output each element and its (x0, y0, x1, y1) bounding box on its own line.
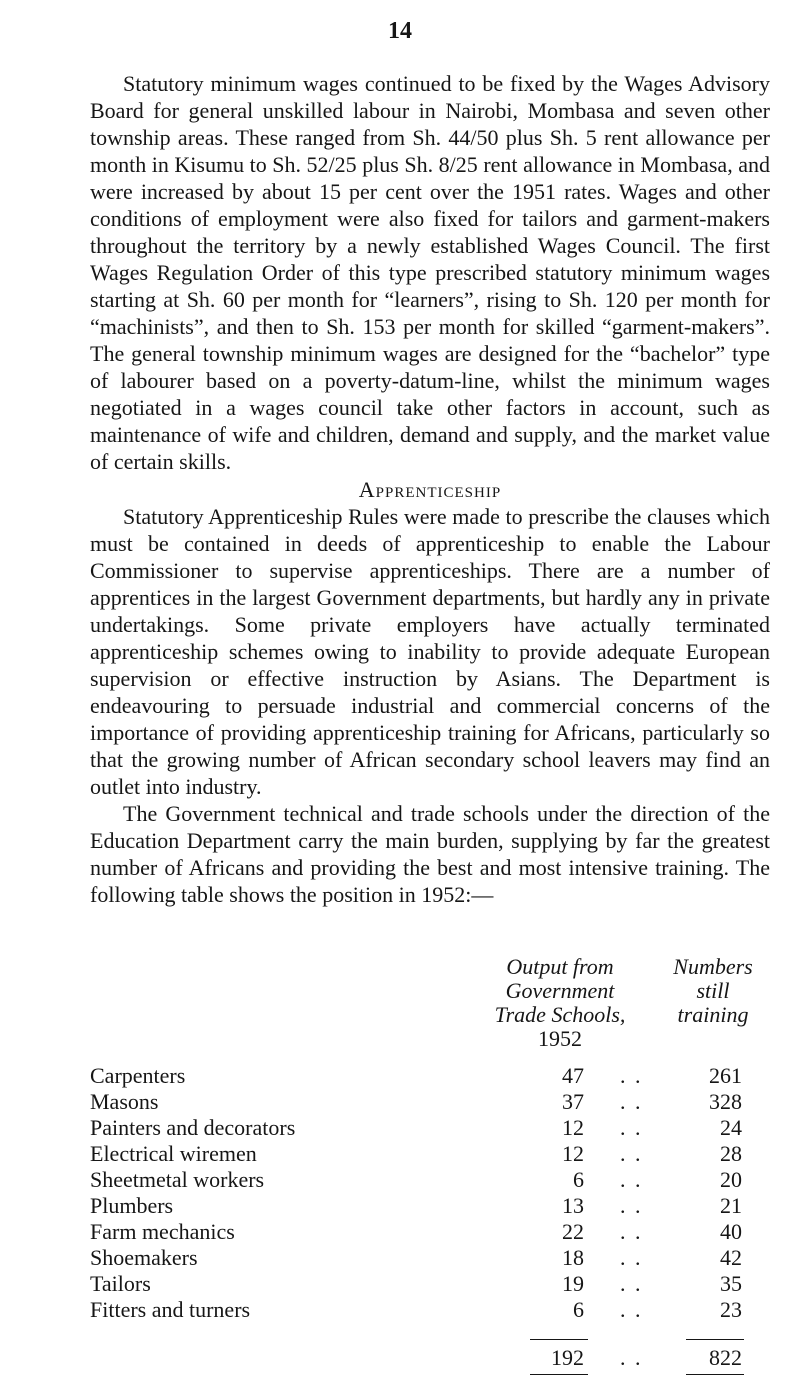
table-row (90, 1141, 770, 1167)
leader-dots: . . (620, 1297, 643, 1322)
training-value: 24 (720, 1115, 742, 1140)
body-text (90, 70, 770, 908)
training-value: 28 (720, 1141, 742, 1166)
paragraph-wages: Statutory minimum wages continued to be fixed by the Wages Advisory Board for general unskilled labour in Nairobi, Mombasa and seven other township areas. These ranged from Sh. 44/50 plus Sh. 5 rent allowance per month in Kisumu to Sh. 52/25 plus Sh. 8/25 rent allowance in Mombasa, and were increased by about 15 per cent over the 1951 rates. Wages and other conditions of employment were also fixed for tailors and garment-makers throughout the territory by a newly established Wages Council. The first Wages Regulation Order of this type prescribed statutory minimum wages starting at Sh. 60 per month for “learners”, rising to Sh. 120 per month for “machinists”, and then to Sh. 153 per month for skilled “garment-makers”. The general township minimum wages are designed for the “bachelor” type of labourer based on a poverty-datum-line, whilst the minimum wages negotiated in a wages council take other factors in account, such as maintenance of wife and children, demand and supply, and the market value of certain skills. (90, 71, 770, 474)
training-value: 35 (720, 1271, 742, 1296)
total-rule-bottom (530, 1374, 588, 1375)
output-value: 6 (573, 1297, 584, 1322)
trade-label: Sheetmetal workers (90, 1167, 265, 1192)
leader-dots: . . (620, 1271, 643, 1296)
table-row (90, 1219, 770, 1245)
training-value: 42 (720, 1245, 742, 1270)
column-header-output (460, 955, 660, 1051)
output-value: 37 (562, 1089, 584, 1114)
column-header-year: 1952 (538, 1026, 582, 1051)
leader-dots: . . (620, 1219, 643, 1244)
leader-dots: . . (620, 1167, 643, 1192)
output-value: 22 (562, 1219, 584, 1244)
column-header-training (648, 955, 778, 1027)
trade-label: Fitters and turners (90, 1297, 251, 1322)
trade-label: Painters and decorators (90, 1115, 296, 1140)
table-row (90, 1063, 770, 1089)
training-value: 261 (709, 1063, 742, 1088)
column-header-line: Numbers (673, 954, 753, 979)
trade-label: Shoemakers (90, 1245, 198, 1270)
training-value: 328 (709, 1089, 742, 1114)
table-row (90, 1245, 770, 1271)
leader-dots: . . (620, 1141, 643, 1166)
column-header-line: Output from (506, 954, 614, 979)
column-header-line: Government (505, 978, 615, 1003)
output-value: 6 (573, 1167, 584, 1192)
training-value: 21 (720, 1193, 742, 1218)
table-rows (90, 1063, 770, 1323)
totals-row (90, 1337, 770, 1377)
output-value: 18 (562, 1245, 584, 1270)
column-header-line: still (696, 978, 730, 1003)
output-value: 12 (562, 1115, 584, 1140)
section-heading-apprenticeship: Apprenticeship (358, 477, 502, 502)
leader-dots: . . (620, 1089, 643, 1114)
training-value: 40 (720, 1219, 742, 1244)
table-row (90, 1115, 770, 1141)
paragraph-apprenticeship-rules: Statutory Apprenticeship Rules were made to prescribe the clauses which must be contained in deeds of apprenticeship to enable the Labour Commissioner to supervise apprenticeships. There are a number of apprentices in the largest Government departments, but hardly any in private undertakings. Some private employers have actually terminated apprenticeship schemes owing to inability to provide adequate European supervision or effective instruction by Asians. The Department is endeavouring to persuade industrial and commercial concerns of the importance of providing apprenticeship training for Africans, particularly so that the growing number of African secondary school leavers may find an outlet into industry. (90, 504, 770, 799)
total-rule-top (686, 1339, 744, 1340)
total-rule-top (530, 1339, 588, 1340)
output-value: 19 (562, 1271, 584, 1296)
table-row (90, 1193, 770, 1219)
column-header-line: Trade Schools, (494, 1002, 626, 1027)
leader-dots: . . (620, 1345, 643, 1370)
total-rule-bottom (686, 1374, 744, 1375)
trade-label: Carpenters (90, 1063, 186, 1088)
output-value: 47 (562, 1063, 584, 1088)
paragraph-technical-schools: The Government technical and trade schools under the direction of the Education Department carry the main burden, supplying by far the greatest number of Africans and providing the best and most intensive training. The following table shows the position in 1952:— (90, 801, 770, 907)
table-row (90, 1271, 770, 1297)
leader-dots: . . (620, 1245, 643, 1270)
table-row (90, 1089, 770, 1115)
total-output: 192 (551, 1345, 584, 1370)
trade-label: Farm mechanics (90, 1219, 235, 1244)
leader-dots: . . (620, 1063, 643, 1088)
trade-label: Masons (90, 1089, 159, 1114)
output-value: 12 (562, 1141, 584, 1166)
leader-dots: . . (620, 1193, 643, 1218)
table-row (90, 1167, 770, 1193)
output-value: 13 (562, 1193, 584, 1218)
trade-label: Plumbers (90, 1193, 174, 1218)
total-training: 822 (709, 1345, 742, 1370)
leader-dots: . . (620, 1115, 643, 1140)
page-number: 14 (388, 18, 412, 44)
table-row (90, 1297, 770, 1323)
trade-label: Electrical wiremen (90, 1141, 257, 1166)
trade-label: Tailors (90, 1271, 151, 1296)
training-value: 20 (720, 1167, 742, 1192)
column-header-line: training (677, 1002, 749, 1027)
training-value: 23 (720, 1297, 742, 1322)
